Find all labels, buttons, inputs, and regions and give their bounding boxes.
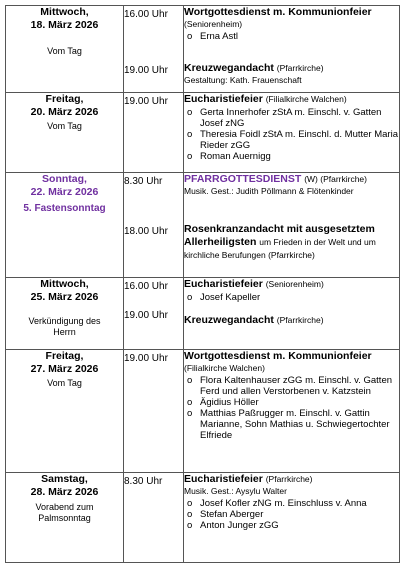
- event-time: 19.00 Uhr: [124, 353, 168, 364]
- intention-list: [184, 375, 399, 441]
- day-row: [6, 350, 400, 473]
- intention-item: o Flora Kaltenhauser zGG m. Einschl. v. Gatten Ferd und allen Verstorbenen v. Katzstein: [184, 375, 399, 397]
- event-title: Kreuzwegandacht: [184, 314, 274, 326]
- time-cell: [124, 93, 184, 173]
- day-subtitle: Verkündigung des: [28, 316, 101, 326]
- event: [184, 93, 399, 162]
- events-cell: [184, 473, 400, 563]
- event-detail: um Frieden in der Welt und um kirchliche Berufungen (Pfarrkirche): [184, 237, 376, 260]
- intention-item: o Josef Kofler zNG m. Einschluss v. Anna: [184, 498, 399, 509]
- event-time: 8.30 Uhr: [124, 176, 163, 187]
- day-cell: [6, 278, 124, 350]
- day-row: [6, 278, 400, 350]
- intention-item: o Erna Astl: [184, 31, 399, 42]
- day-cell: [6, 6, 124, 93]
- day-subtitle: Vom Tag: [47, 46, 82, 56]
- intention-item: o Matthias Paßrugger m. Einschl. v. Gattin Marianne, Sohn Mathias u. Schwiegertochter Elfriede: [184, 408, 399, 441]
- event-detail: Musik. Gest.: Judith Pöllmann & Flötenkinder: [184, 186, 354, 196]
- day-subtitle: Vom Tag: [47, 121, 82, 131]
- event: [184, 314, 399, 327]
- event-location: (Pfarrkirche): [265, 474, 313, 484]
- event-time: 19.00 Uhr: [124, 310, 168, 321]
- day-subtitle-2: Palmsonntag: [38, 513, 91, 523]
- intention-item: o Gerta Innerhofer zStA m. Einschl. v. Gatten Josef zNG: [184, 107, 399, 129]
- day-name: Freitag,: [45, 350, 84, 362]
- day-cell: [6, 93, 124, 173]
- intention-list: [184, 498, 399, 531]
- day-subtitle-2: Herrn: [53, 327, 76, 337]
- intention-list: [184, 31, 399, 42]
- event-location: (Filialkirche Walchen): [265, 94, 347, 104]
- event-title: Eucharistiefeier: [184, 473, 263, 485]
- intention-item: o Stefan Aberger: [184, 509, 399, 520]
- day-date: 27. März 2026: [30, 363, 99, 375]
- event-time: 19.00 Uhr: [124, 65, 168, 76]
- event-location: (Seniorenheim): [265, 279, 324, 289]
- day-date: 25. März 2026: [30, 291, 99, 303]
- intention-item: o Josef Kapeller: [184, 292, 399, 303]
- day-date: 22. März 2026: [30, 186, 99, 198]
- time-cell: [124, 6, 184, 93]
- event-time: 16.00 Uhr: [124, 9, 168, 20]
- intention-list: [184, 292, 399, 303]
- day-cell: [6, 473, 124, 563]
- event-title: Eucharistiefeier: [184, 93, 263, 105]
- events-cell: [184, 93, 400, 173]
- day-row: [6, 473, 400, 563]
- day-name: Freitag,: [45, 93, 84, 105]
- event-time: 19.00 Uhr: [124, 96, 168, 107]
- event-time: 16.00 Uhr: [124, 281, 168, 292]
- day-row: [6, 173, 400, 278]
- day-date: 18. März 2026: [30, 19, 99, 31]
- event: [184, 62, 399, 86]
- intention-item: o Ägidius Höller: [184, 397, 399, 408]
- event: [184, 473, 399, 531]
- day-cell: [6, 173, 124, 278]
- day-name: Sonntag,: [42, 173, 87, 185]
- day-row: [6, 6, 400, 93]
- event-detail: Musik. Gest.: Aysylu Walter: [184, 486, 287, 496]
- event-time: 18.00 Uhr: [124, 226, 168, 237]
- event-location: (Seniorenheim): [184, 19, 243, 29]
- event-title: Eucharistiefeier: [184, 278, 263, 290]
- day-date: 20. März 2026: [30, 106, 99, 118]
- time-cell: [124, 278, 184, 350]
- day-subtitle: 5. Fastensonntag: [23, 203, 106, 214]
- event: [184, 223, 399, 262]
- day-cell: [6, 350, 124, 473]
- time-cell: [124, 473, 184, 563]
- event-location: (Pfarrkirche): [276, 315, 324, 325]
- event-detail: Gestaltung: Kath. Frauenschaft: [184, 75, 302, 85]
- intention-list: [184, 107, 399, 162]
- events-cell: [184, 6, 400, 93]
- event-location: (Filialkirche Walchen): [184, 363, 265, 373]
- event: [184, 173, 399, 213]
- day-subtitle: Vorabend zum: [35, 502, 94, 512]
- time-cell: [124, 173, 184, 278]
- schedule-table: [5, 5, 400, 563]
- event: [184, 6, 399, 54]
- event-time: 8.30 Uhr: [124, 476, 163, 487]
- day-name: Samstag,: [41, 473, 88, 485]
- events-cell: [184, 278, 400, 350]
- day-name: Mittwoch,: [40, 278, 89, 290]
- day-subtitle: Vom Tag: [47, 378, 82, 388]
- day-name: Mittwoch,: [40, 6, 89, 18]
- intention-item: o Roman Auernigg: [184, 151, 399, 162]
- event-location: (W) (Pfarrkirche): [304, 174, 367, 184]
- intention-item: o Anton Junger zGG: [184, 520, 399, 531]
- day-row: [6, 93, 400, 173]
- events-cell: [184, 350, 400, 473]
- event: [184, 350, 399, 441]
- events-cell: [184, 173, 400, 278]
- intention-item: o Theresia Foidl zStA m. Einschl. d. Mutter Maria Rieder zGG: [184, 129, 399, 151]
- event-title: Wortgottesdienst m. Kommunionfeier: [184, 6, 372, 18]
- event-title: PFARRGOTTESDIENST: [184, 173, 302, 185]
- event: [184, 278, 399, 306]
- event-title: Wortgottesdienst m. Kommunionfeier: [184, 350, 372, 362]
- event-title: Kreuzwegandacht: [184, 62, 274, 74]
- event-location: (Pfarrkirche): [276, 63, 324, 73]
- day-date: 28. März 2026: [30, 486, 99, 498]
- time-cell: [124, 350, 184, 473]
- event-title: Rosenkranzandacht mit ausgesetztem Allerheiligsten: [184, 223, 375, 248]
